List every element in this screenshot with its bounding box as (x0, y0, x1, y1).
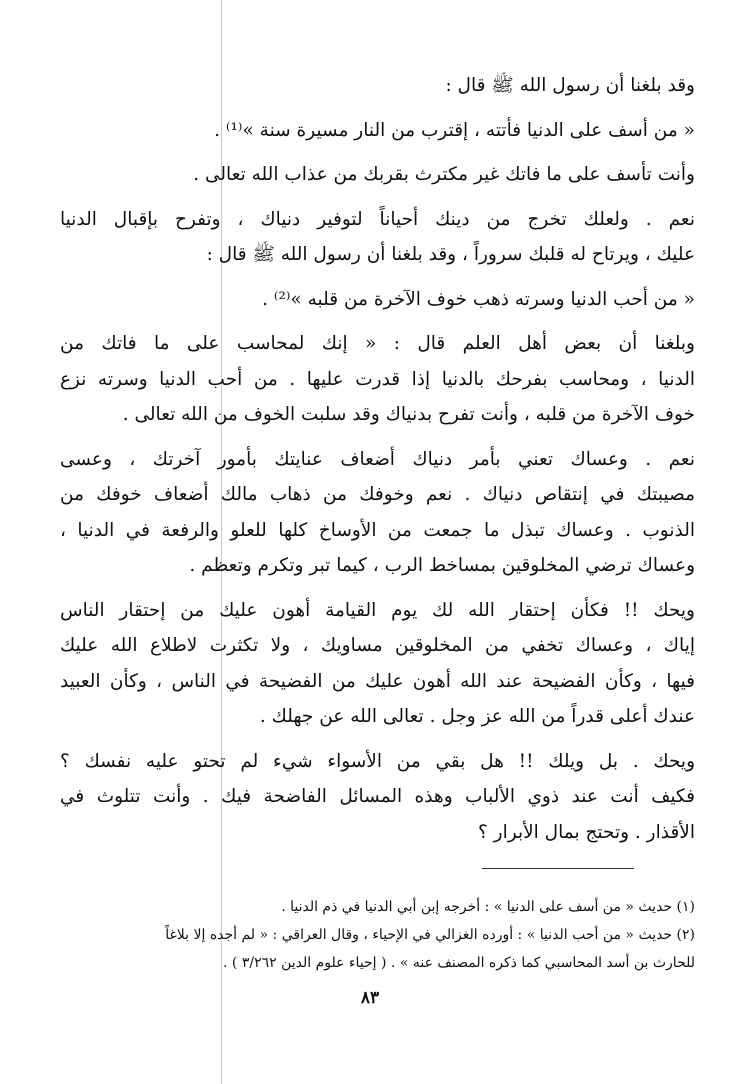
text-line: وأنت تأسف على ما فاتك غير مكترث بقربك من عذاب الله تعالى . (193, 164, 695, 185)
paragraph-7 (60, 442, 695, 584)
text-line: وقد بلغنا أن رسول الله ﷺ قال : (445, 75, 695, 96)
text-line: « من أحب الدنيا وسرته ذهب خوف الآخرة من قلبه »⁽²⁾ . (262, 288, 695, 310)
text-line: إياك ، وعساك تخفي من المخلوقين مساويك ، ولا تكثرت لاطلاع الله عليك (60, 635, 695, 656)
footnotes (60, 893, 695, 977)
footnote-2-continuation: للحارث بن أسد المحاسبي كما ذكره المصنف عنه » . ( إحياء علوم الدين ٣/٢٦٢ ) . (223, 955, 695, 971)
text-line: وعساك ترضي المخلوقين بمساخط الرب ، كيما تبر وتكرم وتعظم . (189, 555, 695, 576)
text-line: الذنوب . وعساك تبذل ما جمعت من الأوساخ كلها للعلو والرفعة في الدنيا ، (60, 519, 695, 541)
text-line: مصيبتك في إنتقاص دنياك . نعم وخوفك من ذهاب مالك أضعاف خوفك من (60, 484, 695, 505)
text-line: فكيف أنت عند ذوي الألباب وهذه المسائل الفاضحة فيك . وأنت تتلوث في (60, 786, 695, 807)
paragraph-6 (60, 326, 695, 433)
text-line: ويحك . بل ويلك !! هل بقي من الأسواء شيء لم تحتو عليه نفسك ؟ (60, 750, 695, 772)
text-line: عندك أعلى قدراً من الله عز وجل . تعالى الله عن جهلك . (259, 706, 695, 727)
paragraph-3 (60, 157, 695, 193)
main-text (60, 68, 695, 859)
text-line: الأقذار . وتحتج بمال الأبرار ؟ (477, 821, 695, 843)
paragraph-2-hadith-quote (60, 113, 695, 149)
footnote-1: (١) حديث « من أسف على الدنيا » : أخرجه إبن أبي الدنيا في ذم الدنيا . (281, 899, 695, 915)
text-line: الدنيا ، ومحاسب بفرحك بالدنيا إذا قدرت عليها . من أحب الدنيا وسرته نزع (60, 368, 695, 390)
text-line: نعم . وعساك تعني بأمر دنياك أضعاف عنايتك بأمور آخرتك ، وعسى (60, 448, 695, 470)
paragraph-4 (60, 202, 695, 273)
text-line: خوف الآخرة من قلبه ، وأنت تفرح بدنياك وقد سلبت الخوف من الله تعالى . (122, 404, 695, 425)
page-number: ٨٣ (360, 988, 380, 1008)
text-line: فيها ، وكأن الفضيحة عند الله أهون عليك من الفضيحة في الناس ، وكأن العبيد (60, 670, 695, 692)
paragraph-5-hadith-quote (60, 282, 695, 318)
text-line: عليك ، ويرتاح له قلبك سروراً ، وقد بلغنا أن رسول الله ﷺ قال : (206, 244, 695, 265)
text-line: « من أسف على الدنيا فأتته ، إقترب من النار مسيرة سنة »⁽¹⁾ . (214, 119, 695, 141)
paragraph-8 (60, 593, 695, 735)
footnote-separator (482, 868, 634, 869)
paragraph-1 (60, 68, 695, 104)
footnote-2: (٢) حديث « من أحب الدنيا » : أورده الغزالي في الإحياء ، وقال العراقي : « لم أجده إلا بلاغاً (165, 927, 695, 943)
text-line: ويحك !! فكأن إحتقار الله لك يوم القيامة أهون عليك من إحتقار الناس (60, 599, 695, 621)
paragraph-9 (60, 744, 695, 851)
text-line: نعم . ولعلك تخرج من دينك أحياناً لتوفير دنياك ، وتفرح بإقبال الدنيا (60, 208, 695, 230)
text-line: وبلغنا أن بعض أهل العلم قال : « إنك لمحاسب على ما فاتك من (60, 333, 695, 354)
